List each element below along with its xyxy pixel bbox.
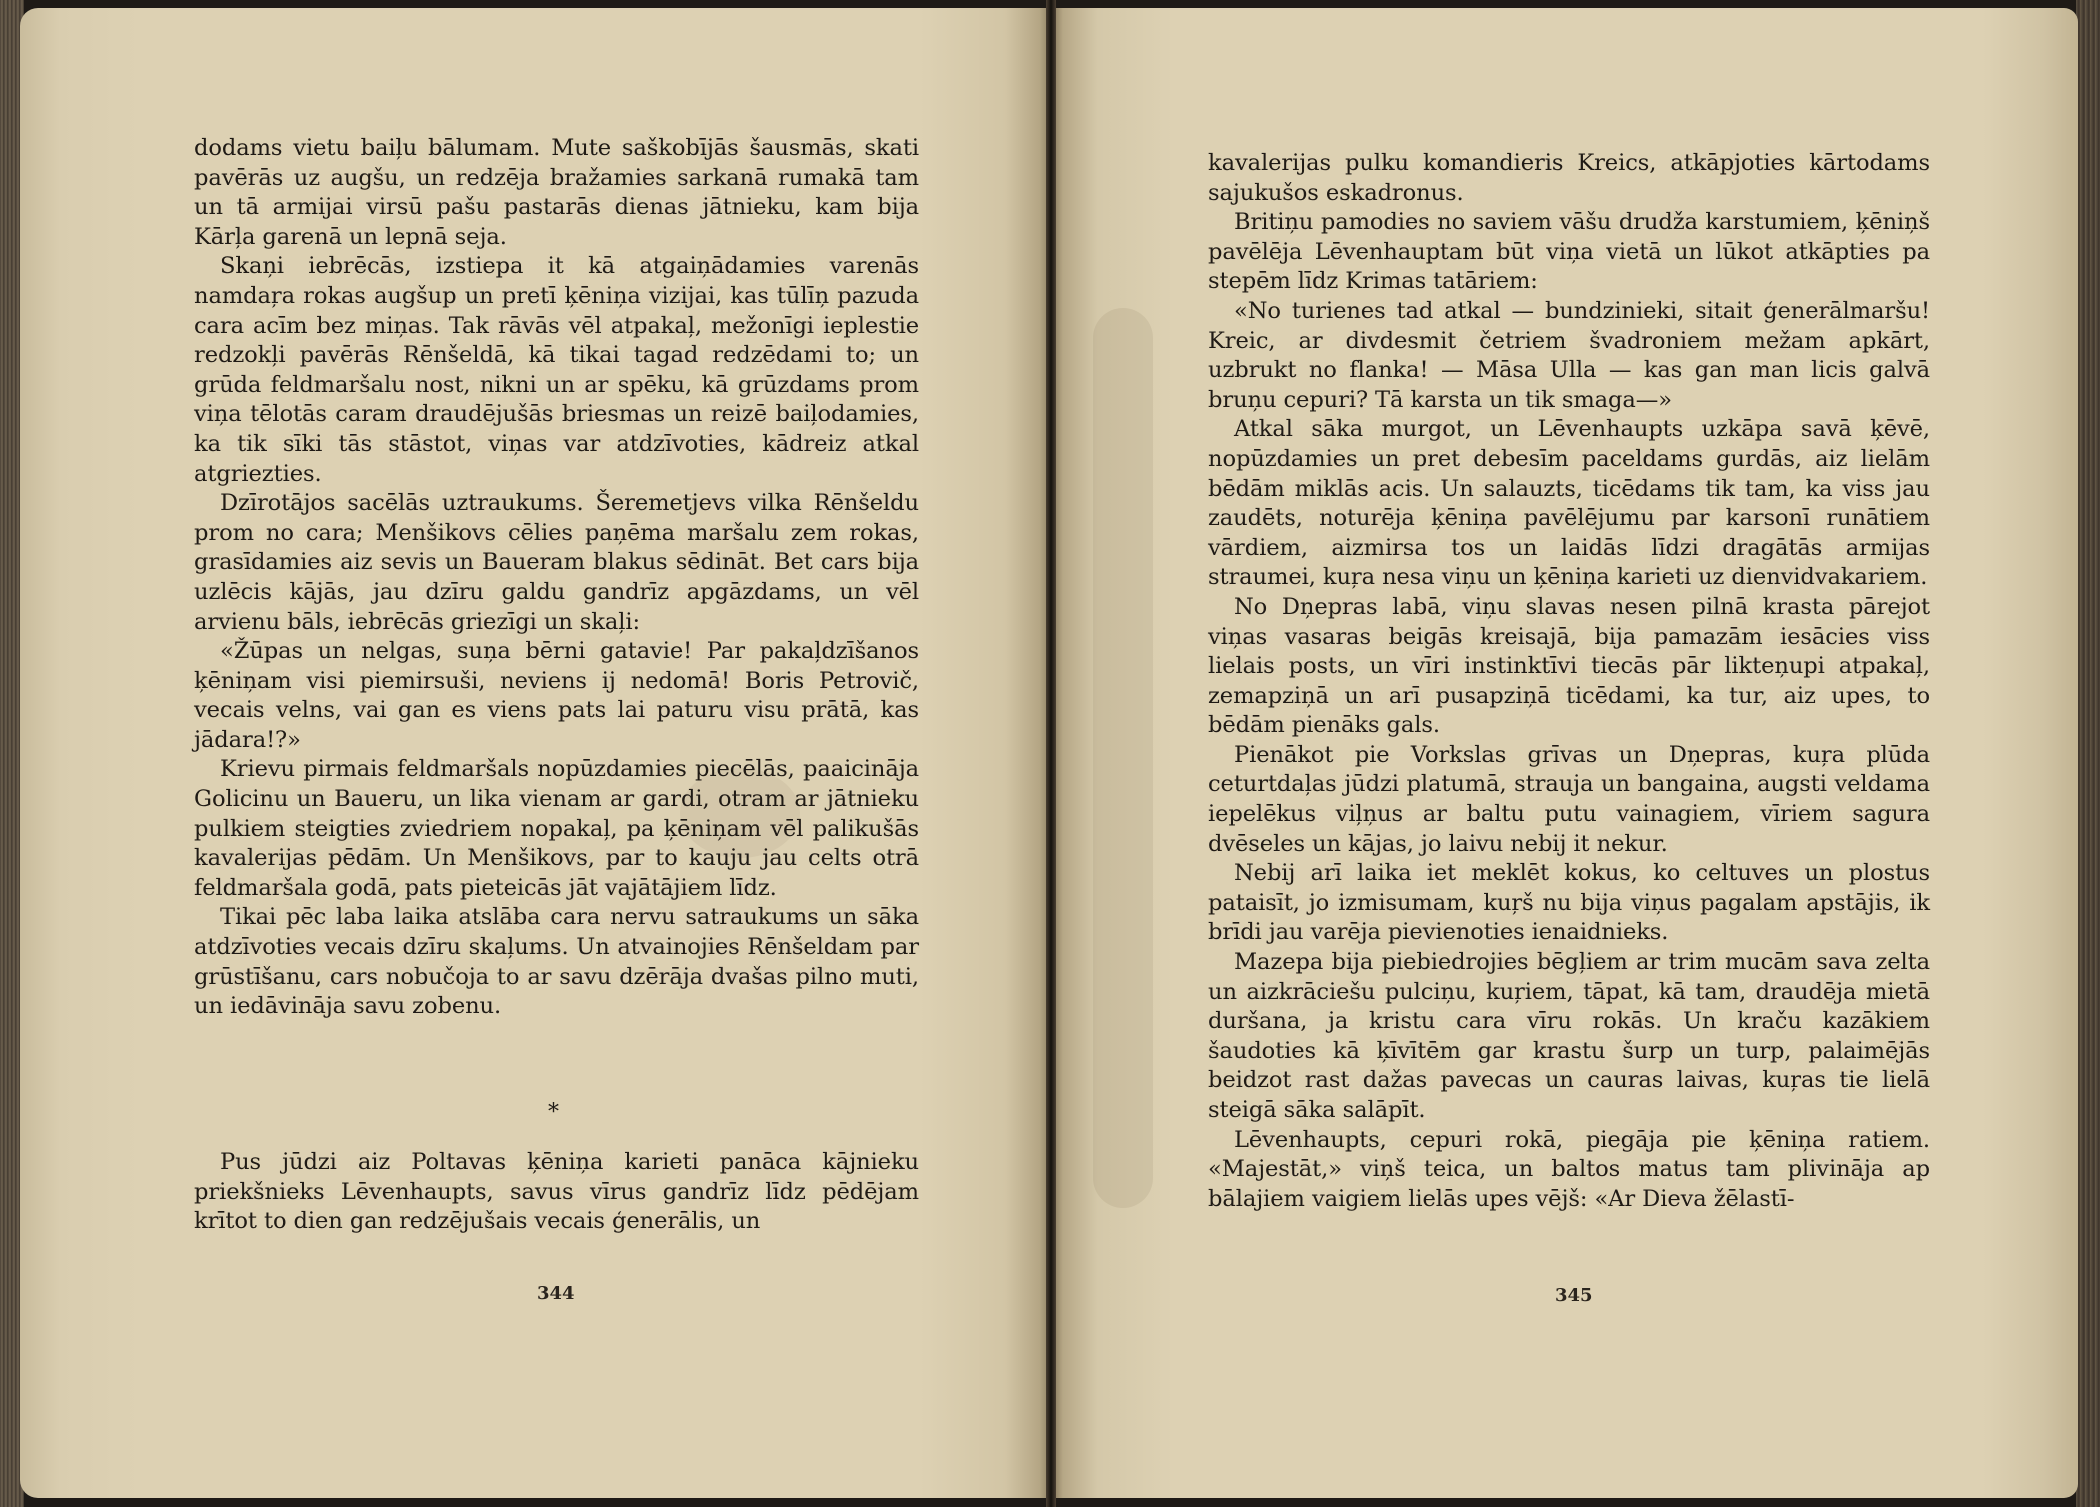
paragraph: Lēvenhaupts, cepuri rokā, piegāja pie ķēniņa ratiem. «Majestāt,» viņš teica, un baltos matus tam plivināja ap bālajiem vaigiem lielās upes vējš: «Ar Dieva žēlastī- <box>1208 1126 1930 1212</box>
paragraph: Dzīrotājos sacēlās uztraukums. Šeremetjevs vilka Rēnšeldu prom no cara; Menšikovs cēlies paņēma maršalu zem rokas, grasīdamies aiz sevis un Baueram blakus sēdināt. Bet cars bija uzlēcis kājās, jau dzīru galdu gandrīz apgāzdams, un vēl arvienu bāls, iebrēcās griezīgi un skaļi: <box>194 490 919 635</box>
paper-crease <box>1093 308 1153 1208</box>
paragraph: dodams vietu baiļu bālumam. Mute saškobījās šausmās, skati pavērās uz augšu, un redzēja bražamies sarkanā rumakā tam un tā armijai virsū pašu pastarās dienas jātnieku, kam bija Kārļa garenā un lepnā seja. <box>194 135 919 250</box>
page-number-right: 345 <box>1555 1285 1593 1306</box>
paragraph: No Dņepras labā, viņu slavas nesen pilnā krasta pārejot viņas vasaras beigās kreisajā, bija pamazām iesācies viss lielais posts, un vīri instinktīvi tiecās pār likteņupi atpakaļ, zemapziņā un arī pusapziņā ticēdami, ka tur, aiz upes, to bēdām pienāks gals. <box>1208 593 1930 739</box>
paragraph: Krievu pirmais feldmaršals nopūzdamies piecēlās, paaicināja Golicinu un Baueru, un lika vienam ar gardi, otram ar jātnieku pulkiem steigties zviedriem nopakaļ, pa ķēniņam vēl palikušās kavalerijas pēdām. Un Menšikovs, par to kauju jau celts otrā feldmaršala godā, pats pieteicās jāt vajātājiem līdz. <box>194 756 919 901</box>
section-separator: * <box>548 1100 559 1125</box>
paragraph: Britiņu pamodies no saviem vāšu drudža karstumiem, ķēniņš pavēlēja Lēvenhauptam būt viņa vietā un lūkot atkāpties pa stepēm līdz Krimas tatāriem: <box>1208 209 1930 295</box>
left-page-text <box>194 134 919 1022</box>
paragraph: Pienākot pie Vorkslas grīvas un Dņepras, kuŗa plūda ceturtdaļas jūdzi platumā, strauja un bangaina, augsti veldama iepelēkus viļņus ar baltu putu vainagiem, vīriem sagura dvēseles un kājas, jo laivu nebij it nekur. <box>1208 741 1930 857</box>
book-gutter <box>1046 0 1056 1507</box>
paragraph: «No turienes tad atkal — bundzinieki, sitait ģenerālmaršu! Kreic, ar divdesmit četriem švadroniem mežam apkārt, uzbrukt no flanka! — Māsa Ulla — kas gan man licis galvā bruņu cepuri? Tā karsta un tik smaga—» <box>1208 297 1930 413</box>
paragraph: Skaņi iebrēcās, izstiepa it kā atgaiņādamies varenās namdaŗa rokas augšup un pretī ķēniņa vizijai, kas tūlīņ pazuda cara acīm bez miņas. Tak rāvās vēl atpakaļ, mežonīgi ieplestie redzokļi pavērās Rēnšeldā, kā tikai tagad redzēdami to; un grūda feldmaršalu nost, nikni un ar spēku, kā grūzdams prom viņa tēlotās caram draudējušās briesmas un reizē baiļodamies, ka tik sīki tās stāstot, viņas var atdzīvoties, kādreiz atkal atgriezties. <box>194 253 919 487</box>
paragraph: Mazepa bija piebiedrojies bēgļiem ar trim mucām sava zelta un aizkrāciešu pulciņu, kuŗiem, tāpat, kā tam, draudēja mietā duršana, ja kristu cara vīru rokās. Un kraču kazākiem šaudoties kā ķīvītēm gar krastu šurp un turp, palaimējās beidzot rast dažas pavecas un cauras laivas, kuŗas tie lielā steigā sāka salāpīt. <box>1208 949 1930 1123</box>
right-page-text <box>1208 149 1930 1214</box>
paragraph: Atkal sāka murgot, un Lēvenhaupts uzkāpa savā ķēvē, nopūzdamies un pret debesīm paceldams gurdās, aiz lielām bēdām miklās acis. Un salauzts, ticēdams tik tam, ka viss jau zaudēts, noturēja ķēniņa pavēlējumu par karsonī runātiem vārdiem, aizmirsa tos un laidās līdzi dragātās armijas straumei, kuŗa nesa viņu un ķēniņa karieti uz dienvidvakariem. <box>1208 416 1930 591</box>
paragraph: Nebij arī laika iet meklēt kokus, ko celtuves un plostus pataisīt, jo izmisumam, kuŗš nu bija viņus pagalam apstājis, ik brīdi jau varēja pievienoties ienaidnieks. <box>1208 860 1930 946</box>
left-page-text-continued <box>194 1148 919 1237</box>
paragraph: «Žūpas un nelgas, suņa bērni gatavie! Par pakaļdzīšanos ķēniņam visi piemirsuši, neviens ij nedomā! Boris Petrovič, vecais velns, vai gan es viens pats lai paturu visu prātā, kas jādara!?» <box>194 638 919 753</box>
paragraph: Pus jūdzi aiz Poltavas ķēniņa karieti panāca kājnieku priekšnieks Lēvenhaupts, savus vīrus gandrīz līdz pēdējam krītot to dien gan redzējušais vecais ģenerālis, un <box>194 1149 919 1235</box>
page-number-left: 344 <box>537 1283 575 1304</box>
paragraph: Tikai pēc laba laika atslāba cara nervu satraukums un sāka atdzīvoties vecais dzīru skaļums. Un atvainojies Rēnšeldam par grūstīšanu, cars nobučoja to ar savu dzērāja dvašas pilno muti, un iedāvināja savu zobenu. <box>194 904 919 1020</box>
book-edge-right <box>2076 0 2100 1507</box>
paragraph: kavalerijas pulku komandieris Kreics, atkāpjoties kārtodams sajukušos eskadronus. <box>1208 150 1930 206</box>
